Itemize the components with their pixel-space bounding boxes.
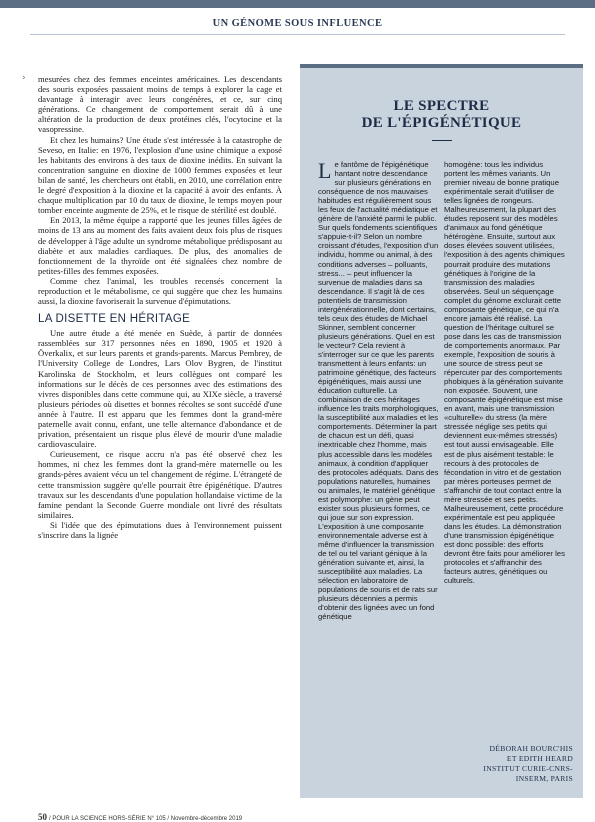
sidebar-title-rule bbox=[432, 140, 452, 141]
paragraph-7: Si l'idée que des épimutations dues à l'environnement puissent s'inscrire dans la lignée bbox=[38, 519, 282, 541]
author-signature bbox=[483, 744, 573, 784]
sidebar-title bbox=[300, 98, 583, 132]
drop-cap: L bbox=[318, 158, 332, 183]
paragraph-1: mesurées chez des femmes enceintes américaines. Les descendants des souris exposées passaient moins de temps à explorer la cage et davantage à interagir avec leurs congénères, et ce, sur cinq générations. Ce changement de comportement serait dû à une altération de la production de deux protéines clés, l'ocytocine et la vasopressine. bbox=[38, 74, 282, 135]
sidebar-box bbox=[300, 64, 583, 798]
page-number: 50 bbox=[38, 812, 47, 822]
paragraph-5: Une autre étude a été menée en Suède, à partir de données rassemblées sur 317 personnes nées en 1890, 1905 et 1920 à Överkalix, et sur leurs parents et grands-parents. Marcus Pembrey, de l'University College de Londres, Lars Olov Bygren, de l'institut Karolinska de Stockholm, et leurs collègues ont comparé les informations sur le décès de ces personnes avec des estimations des vivres disponibles dans cette commune qui, au XIXe siècle, a traversé plusieurs périodes où disettes et bonnes récoltes se sont succédé d'une année à l'autre. Il est apparu que les femmes dont la grand-mère paternelle avait connu, enfant, une telle alternance d'abondance et de privation, présentaient un risque plus élevé de mourir d'une maladie cardiovasculaire. bbox=[38, 328, 282, 450]
signature-line-1: DÉBORAH BOURC'HIS bbox=[489, 744, 573, 753]
paragraph-3: En 2013, la même équipe a rapporté que les jeunes filles âgées de moins de 13 ans au moment des faits avaient deux fois plus de risques de développer à l'âge adulte un syndrome métabolique prédisposant au diabète et aux maladies cardiaques. De plus, des anomalies de fonctionnement de la thyroïde ont été signalées chez nombre de petites-filles des femmes exposées. bbox=[38, 215, 282, 276]
sidebar-title-line-2: DE L'ÉPIGÉNÉTIQUE bbox=[361, 115, 522, 131]
main-article-column bbox=[22, 73, 282, 541]
sidebar-column-1 bbox=[318, 160, 439, 621]
signature-line-2: ET EDITH HEARD bbox=[506, 754, 573, 763]
publication-info: / POUR LA SCIENCE HORS-SÉRIE N° 105 / Novembre-décembre 2019 bbox=[49, 816, 243, 822]
paragraph-2: Et chez les humains? Une étude s'est intéressée à la catastrophe de Seveso, en Italie: en 1976, l'explosion d'une usine chimique a exposé les habitants des environs à des taux de dioxine inédits. En suivant la concentration sanguine en dioxine de 1000 femmes exposées et leur bilan de santé, les chercheurs ont établi, en 2010, une corrélation entre le degré d'exposition à la dioxine et la capacité à avoir des enfants. À chaque multiplication par 10 du taux de dioxine, le temps moyen pour tomber enceinte augmente de 25%, et le risque de stérilité est doublé. bbox=[38, 134, 282, 216]
sidebar-top-bar bbox=[300, 64, 583, 68]
page-footer bbox=[38, 812, 242, 822]
paragraph-6: Curieusement, ce risque accru n'a pas été observé chez les hommes, ni chez les femmes dont la grand-mère maternelle ou les grands-pères avaient vécu un tel changement de régime. L'étrangeté de cette transmission suggère qu'elle pourrait être épigénétique. D'autres travaux sur les descendants d'une population hollandaise victime de la famine pendant la Seconde Guerre mondiale ont livré des résultats similaires. bbox=[38, 449, 282, 520]
sidebar-column-1-text: e fantôme de l'épigénétique hantant notre descendance sur plusieurs générations en conséquence de nos mauvaises habitudes est régulièrement sous les feux de l'actualité médiatique et génère de l'anxiété parmi le public. Sur quels fondements scientifiques s'appuie-t-il? Selon un nombre croissant d'études, l'exposition d'un individu, homme ou animal, à des conditions adverses – polluants, stress... – peut influencer la survenue de maladies dans sa descendance. Il s'agit là de ces potentiels de transmission intergénérationnelle, dont certains, tels ceux des études de Michael Skinner, semblent concerner plusieurs générations. Quel en est le vecteur? Cela revient à s'interroger sur ce que les parents transmettent à leurs enfants: un patrimoine génétique, des facteurs épigénétiques, mais aussi une éducation culturelle. La combinaison de ces héritages influence les traits morphologiques, la susceptibilité aux maladies et les comportements. Déterminer la part de chacun est un défi, quasi inextricable chez l'homme, mais plus accessible dans les modèles animaux, à condition d'appliquer des protocoles adéquats. Dans des populations naturelles, humaines ou animales, le matériel génétique est polymorphe: un gène peut exister sous plusieurs formes, ce qui joue sur son expression. L'exposition à une composante environnementale adverse est à même d'influencer la transmission de tel ou tel variant génique à la génération suivante et, ainsi, la susceptibilité aux maladies. La sélection en laboratoire de populations de souris et de rats sur plusieurs décennies a permis d'obtenir des lignées avec un fond génétique bbox=[318, 160, 439, 622]
running-title: UN GÉNOME SOUS INFLUENCE bbox=[212, 18, 383, 29]
sidebar-title-line-1: LE SPECTRE bbox=[393, 98, 490, 114]
paragraph-4: Comme chez l'animal, les troubles recensés concernent la reproduction et le métabolisme, ce qui suggère que chez les humains aussi, la dioxine favoriserait la survenue d'épimutations. bbox=[38, 275, 282, 307]
header-rule bbox=[30, 34, 565, 35]
section-heading: LA DISETTE EN HÉRITAGE bbox=[38, 313, 191, 326]
sidebar-column-2: homogène: tous les individus portent les mêmes variants. Un premier niveau de bonne pratique expérimentale serait d'utiliser de telles lignées de rongeurs. Malheureusement, la plupart des études reposent sur des modèles d'animaux au fond génétique hétérogène. Ensuite, surtout aux doses élevées souvent utilisées, l'exposition à des agents chimiques pourrait produire des mutations génétiques à l'origine de la transmission des maladies observées. Seul un séquençage complet du génome exclurait cette composante génétique, ce qui n'a encore jamais été réalisé. La question de l'héritage culturel se pose dans les cas de transmission de comportements anormaux. Par exemple, l'exposition de souris à une source de stress peut se répercuter par des comportements phobiques à la génération suivante non exposée. Souvent, une composante épigénétique est mise en avant, mais une transmission «culturelle» du stress (la mère stressée néglige ses petits qui deviennent eux-mêmes stressés) est tout aussi envisageable. Elle est de plus aisément testable: le recours à des protocoles de fécondation in vitro et de gestation par mères porteuses permet de s'affranchir de tout contact entre la mère stressée et ses petits. Malheureusement, cette procédure expérimentale est peu appliquée dans les études. La démonstration d'une transmission épigénétique est donc possible: des efforts devront être faits pour améliorer les protocoles et s'affranchir des facteurs autres, génétiques ou culturels. bbox=[444, 160, 565, 586]
continuation-arrow-icon: › bbox=[22, 73, 26, 83]
signature-line-3: INSTITUT CURIE-CNRS- bbox=[483, 764, 573, 773]
top-color-bar bbox=[0, 0, 595, 8]
signature-line-4: INSERM, PARIS bbox=[515, 774, 573, 783]
